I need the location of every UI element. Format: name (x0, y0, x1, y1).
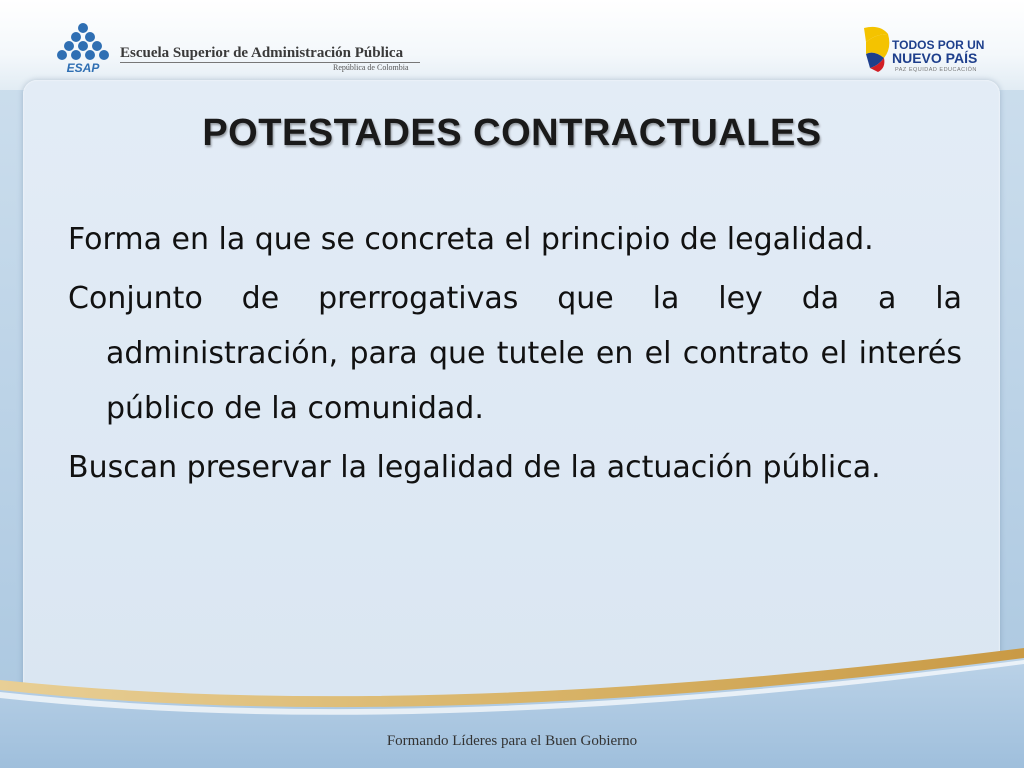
body-paragraph: Conjunto de prerrogativas que la ley da a la administración, para que tutele en el contrato el interés público de la comunidad. (68, 281, 962, 426)
slide-header (0, 0, 1024, 90)
slide-body (68, 212, 962, 499)
institution-name: Escuela Superior de Administración Pública (120, 45, 404, 61)
esap-logo-icon (52, 22, 114, 74)
footer-tagline: Formando Líderes para el Buen Gobierno (386, 733, 638, 749)
body-paragraph: Buscan preservar la legalidad de la actuación pública. (68, 450, 881, 485)
colombia-flag-logo-icon (858, 24, 894, 74)
gov-slogan-line1: TODOS POR UN (892, 38, 985, 52)
body-paragraph: Forma en la que se concreta el principio de legalidad. (68, 222, 874, 257)
slide-title: POTESTADES CONTRACTUALES (202, 112, 822, 154)
institution-country: República de Colombia (333, 63, 409, 72)
gov-slogan-line2: NUEVO PAÍS (892, 50, 978, 66)
esap-logo-text: ESAP (66, 61, 100, 74)
gov-slogan-line3: PAZ EQUIDAD EDUCACIÓN (895, 67, 977, 73)
